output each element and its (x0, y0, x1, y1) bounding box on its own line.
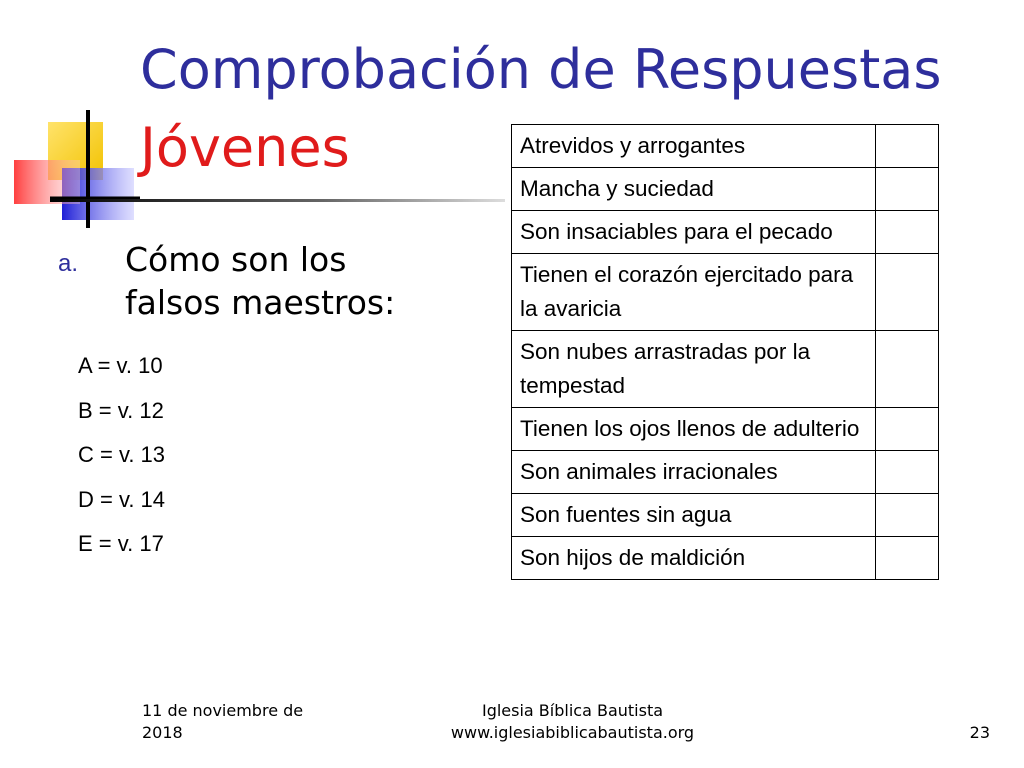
footer-church-name: Iglesia Bíblica Bautista (481, 701, 664, 720)
table-row (512, 254, 939, 331)
footer-date: 11 de noviembre de 2018 (142, 701, 304, 742)
table-row (512, 331, 939, 408)
verse-reference: C = v. 13 (78, 442, 166, 467)
verse-reference-list (78, 348, 165, 571)
table-row (512, 537, 939, 580)
table-cell-answer (876, 211, 939, 254)
title-underline (50, 199, 505, 202)
table-cell-answer (876, 408, 939, 451)
table-row (512, 211, 939, 254)
slide-number: 23 (969, 723, 990, 742)
verse-reference: B = v. 12 (78, 397, 164, 423)
answers-table (511, 124, 939, 580)
table-cell-description: Tienen los ojos llenos de adulterio (512, 408, 876, 451)
table-row (512, 125, 939, 168)
verse-reference: A = v. 10 (78, 353, 163, 378)
table-cell-description: Son fuentes sin agua (512, 494, 876, 537)
table-cell-answer (876, 125, 939, 168)
table-cell-answer (876, 331, 939, 408)
footer-organization (400, 700, 745, 744)
table-cell-answer (876, 494, 939, 537)
table-cell-description: Son hijos de maldición (512, 537, 876, 580)
table-cell-answer (876, 168, 939, 211)
table-row (512, 494, 939, 537)
table-cell-description: Son nubes arrastradas por la tempestad (512, 331, 876, 408)
table-cell-description: Son animales irracionales (512, 451, 876, 494)
table-cell-description: Mancha y suciedad (512, 168, 876, 211)
verse-reference: E = v. 17 (78, 531, 164, 556)
slide-subtitle: Jóvenes (140, 116, 350, 179)
table-cell-answer (876, 451, 939, 494)
table-cell-answer (876, 537, 939, 580)
verse-reference: D = v. 14 (78, 486, 166, 512)
table-row (512, 451, 939, 494)
decorative-squares-logo (0, 0, 140, 240)
bullet-text: Cómo son los falsos maestros: (125, 240, 396, 322)
bullet-marker: a. (58, 250, 79, 277)
table-cell-description: Tienen el corazón ejercitado para la avaricia (512, 254, 876, 331)
table-cell-description: Son insaciables para el pecado (512, 211, 876, 254)
slide-title: Comprobación de Respuestas (140, 38, 942, 101)
table-row (512, 408, 939, 451)
footer-website: www.iglesiabiblicabautista.org (450, 723, 695, 742)
table-cell-answer (876, 254, 939, 331)
table-row (512, 168, 939, 211)
table-cell-description: Atrevidos y arrogantes (512, 125, 876, 168)
